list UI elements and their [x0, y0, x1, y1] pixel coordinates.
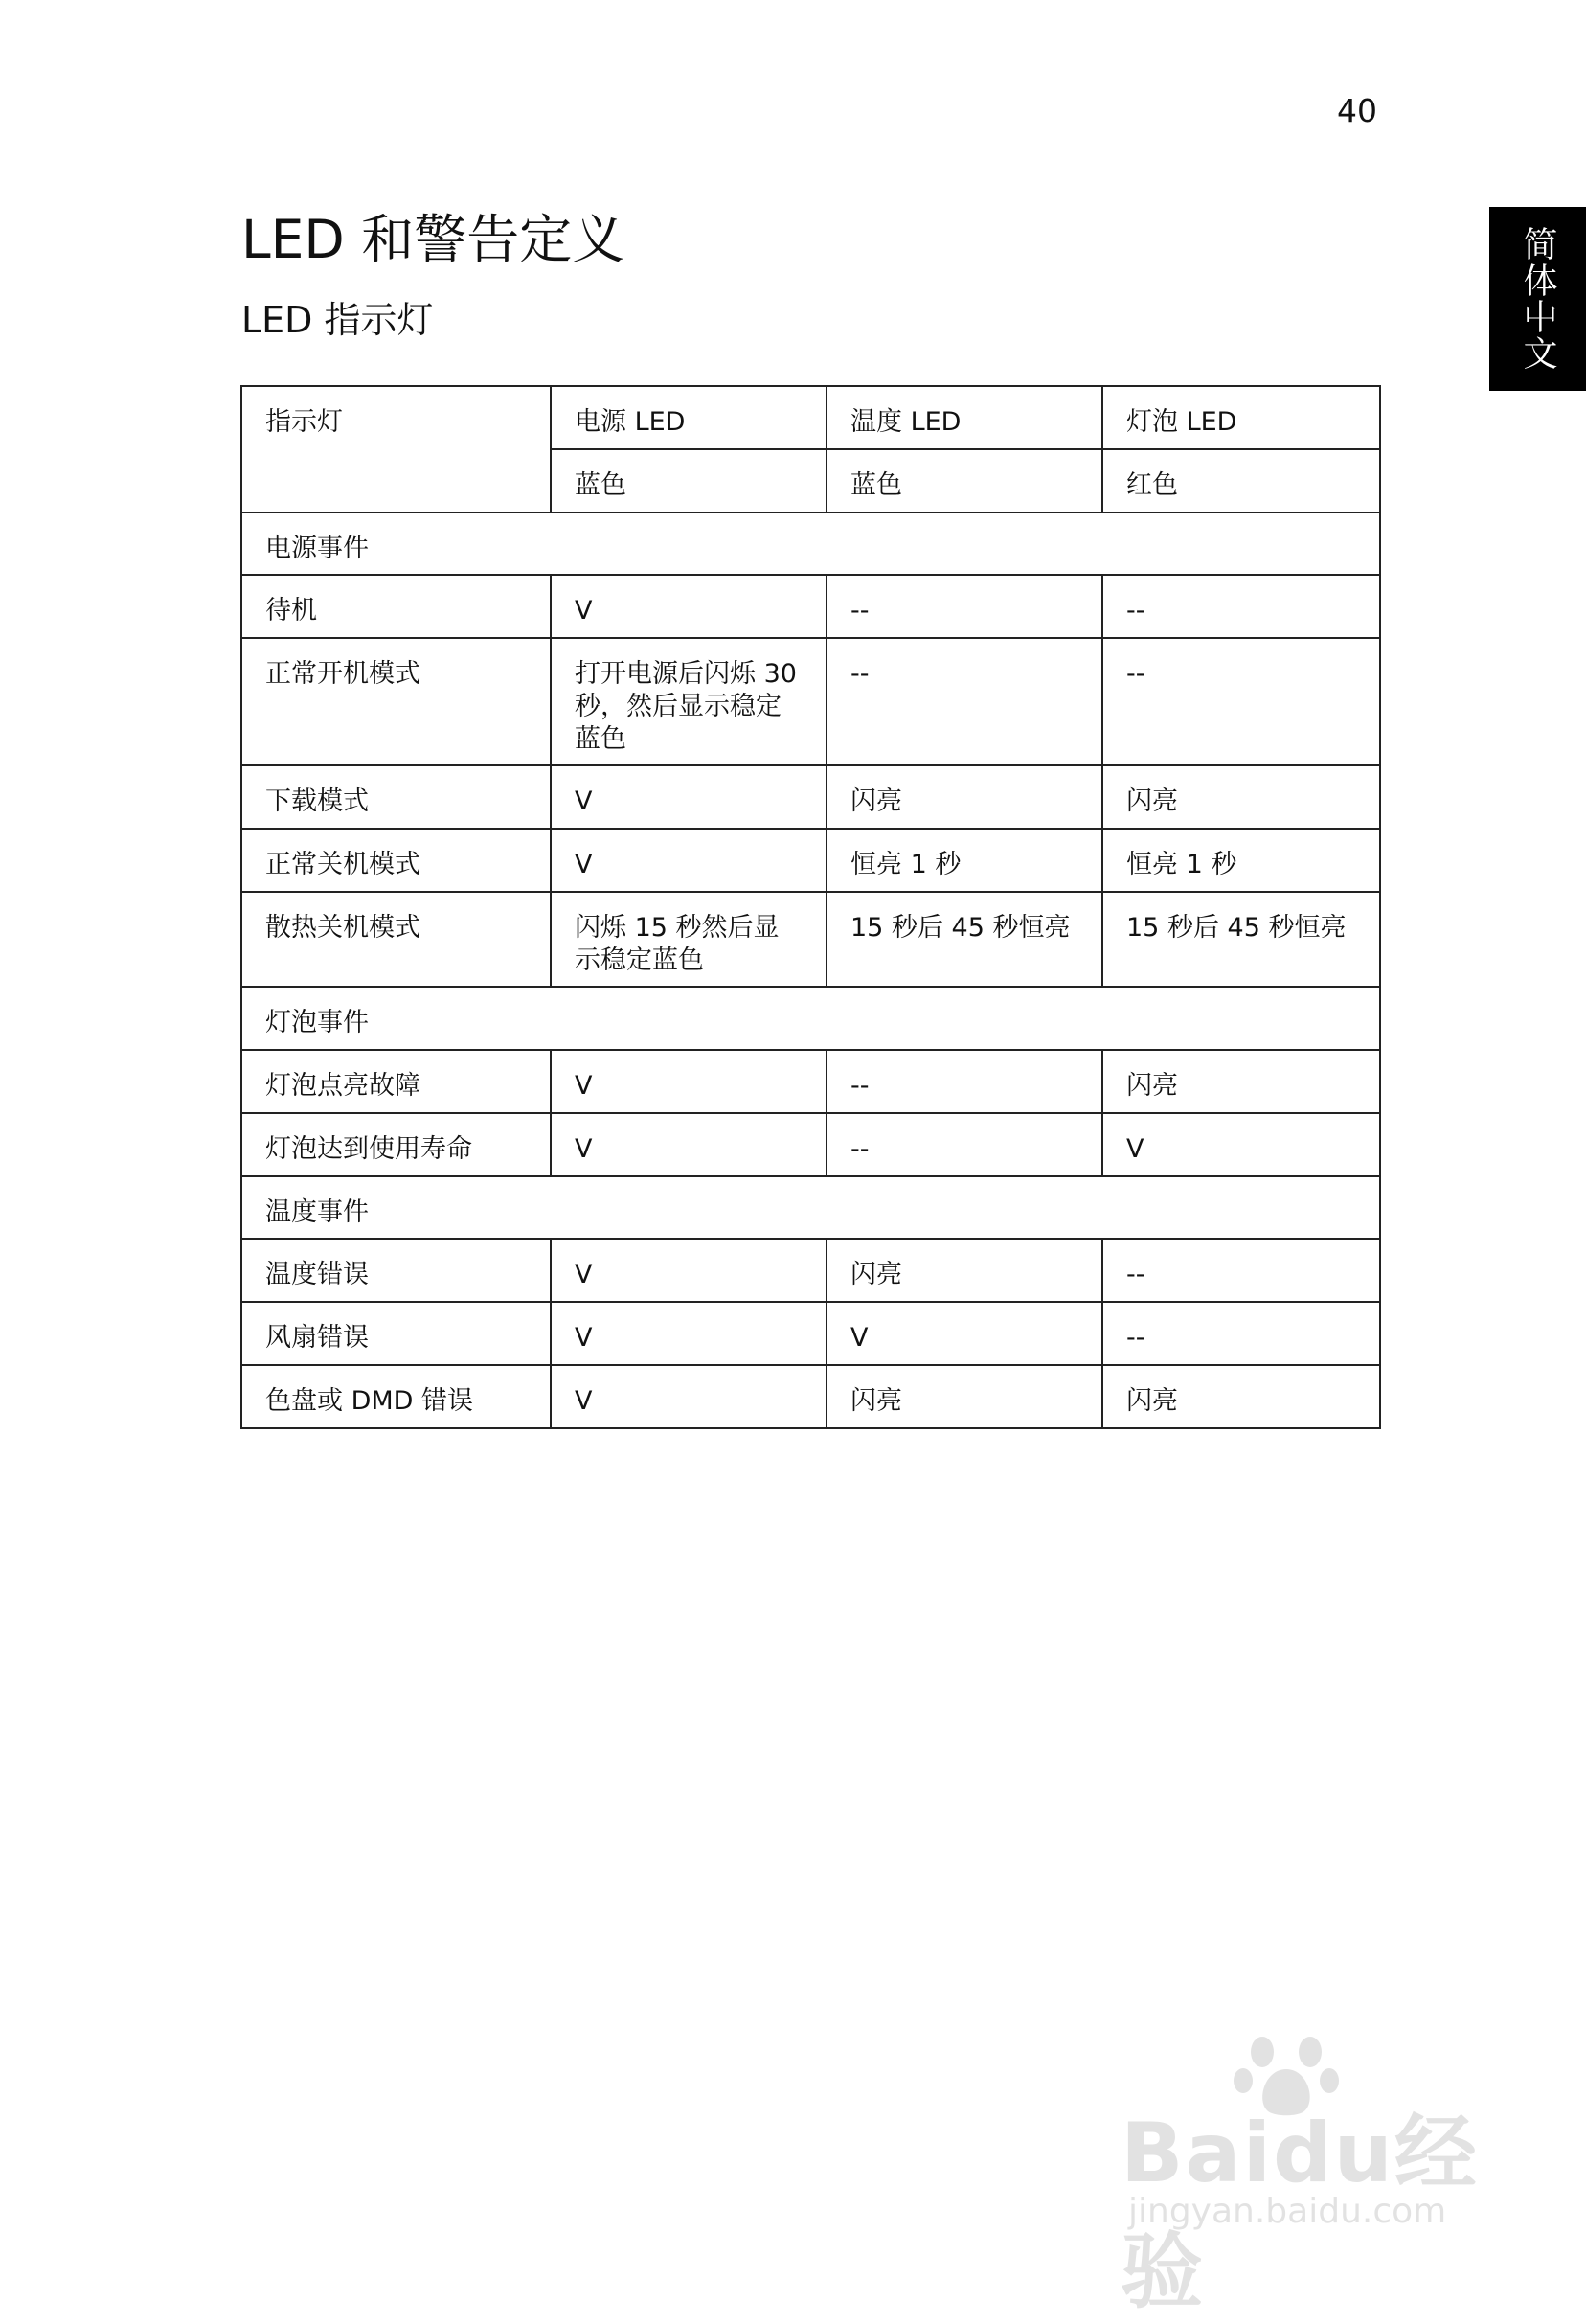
table-row — [241, 1113, 1380, 1176]
row-label: 灯泡点亮故障 — [241, 1050, 551, 1113]
language-tab: 简体中文 — [1489, 207, 1586, 391]
lamp-led-cell: 恒亮 1 秒 — [1102, 829, 1380, 892]
table-row — [241, 1365, 1380, 1428]
power-led-cell: V — [551, 1302, 827, 1365]
temp-led-cell: 闪亮 — [827, 1365, 1102, 1428]
temp-led-cell: 恒亮 1 秒 — [827, 829, 1102, 892]
row-label: 温度错误 — [241, 1239, 551, 1302]
temp-led-cell: 闪亮 — [827, 1239, 1102, 1302]
table-row — [241, 1239, 1380, 1302]
lamp-led-cell: -- — [1102, 575, 1380, 638]
section-label: 温度事件 — [241, 1176, 1380, 1240]
temp-led-cell: 闪亮 — [827, 765, 1102, 829]
header-indicator: 指示灯 — [241, 386, 551, 513]
table-row — [241, 892, 1380, 988]
table-row — [241, 575, 1380, 638]
lamp-led-cell: 闪亮 — [1102, 1050, 1380, 1113]
lamp-led-cell: -- — [1102, 638, 1380, 765]
power-led-cell: V — [551, 1113, 827, 1176]
power-led-cell: 闪烁 15 秒然后显示稳定蓝色 — [551, 892, 827, 988]
temp-led-cell: -- — [827, 638, 1102, 765]
temp-led-cell: -- — [827, 575, 1102, 638]
page-title: LED 和警告定义 — [241, 209, 625, 270]
power-led-cell: V — [551, 765, 827, 829]
lamp-led-cell: -- — [1102, 1302, 1380, 1365]
lamp-led-color: 红色 — [1102, 449, 1380, 513]
row-label: 正常开机模式 — [241, 638, 551, 765]
row-label: 风扇错误 — [241, 1302, 551, 1365]
lamp-led-cell: 15 秒后 45 秒恒亮 — [1102, 892, 1380, 988]
temp-led-cell: -- — [827, 1050, 1102, 1113]
temp-led-color: 蓝色 — [827, 449, 1102, 513]
row-label: 下载模式 — [241, 765, 551, 829]
temp-led-cell: 15 秒后 45 秒恒亮 — [827, 892, 1102, 988]
power-led-cell: V — [551, 1239, 827, 1302]
row-label: 色盘或 DMD 错误 — [241, 1365, 551, 1428]
lamp-led-cell: -- — [1102, 1239, 1380, 1302]
table-header-row — [241, 386, 1380, 449]
row-label: 正常关机模式 — [241, 829, 551, 892]
watermark-url: jingyan.baidu.com — [1128, 2192, 1447, 2231]
row-label: 散热关机模式 — [241, 892, 551, 988]
led-indicator-table — [240, 385, 1381, 1429]
power-led-cell: V — [551, 1050, 827, 1113]
watermark-logo-text: Baidu经验 — [1121, 2106, 1479, 2320]
baidu-watermark — [1121, 2031, 1494, 2320]
row-label: 灯泡达到使用寿命 — [241, 1113, 551, 1176]
power-led-cell: V — [551, 829, 827, 892]
section-row-power-events — [241, 513, 1380, 576]
power-led-cell: 打开电源后闪烁 30 秒，然后显示稳定蓝色 — [551, 638, 827, 765]
table-row — [241, 1302, 1380, 1365]
power-led-color: 蓝色 — [551, 449, 827, 513]
header-lamp-led: 灯泡 LED — [1102, 386, 1380, 449]
power-led-cell: V — [551, 575, 827, 638]
table-row — [241, 829, 1380, 892]
section-label: 灯泡事件 — [241, 987, 1380, 1050]
section-row-temp-events — [241, 1176, 1380, 1240]
lamp-led-cell: V — [1102, 1113, 1380, 1176]
page-number: 40 — [1337, 92, 1377, 129]
row-label: 待机 — [241, 575, 551, 638]
section-label: 电源事件 — [241, 513, 1380, 576]
temp-led-cell: V — [827, 1302, 1102, 1365]
table-row — [241, 1050, 1380, 1113]
header-temp-led: 温度 LED — [827, 386, 1102, 449]
lamp-led-cell: 闪亮 — [1102, 765, 1380, 829]
header-power-led: 电源 LED — [551, 386, 827, 449]
table-row — [241, 765, 1380, 829]
section-title: LED 指示灯 — [241, 299, 434, 341]
section-row-lamp-events — [241, 987, 1380, 1050]
table-row — [241, 638, 1380, 765]
lamp-led-cell: 闪亮 — [1102, 1365, 1380, 1428]
temp-led-cell: -- — [827, 1113, 1102, 1176]
power-led-cell: V — [551, 1365, 827, 1428]
